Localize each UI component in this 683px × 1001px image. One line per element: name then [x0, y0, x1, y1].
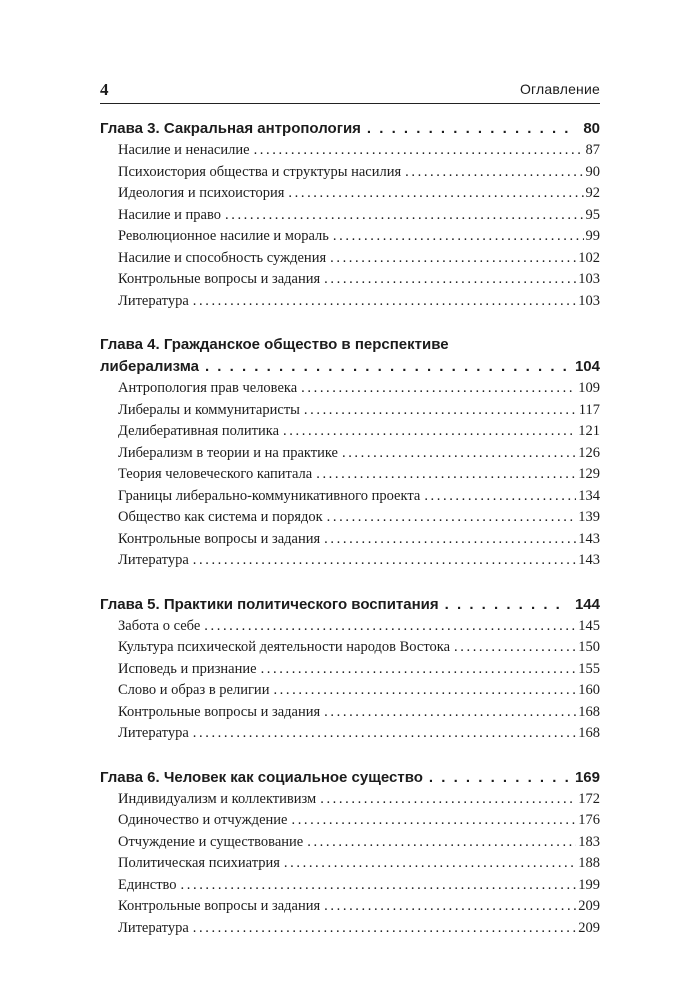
toc-chapter-entry[interactable] [100, 356, 600, 378]
dot-leader [454, 637, 576, 659]
running-title: Оглавление [519, 81, 600, 97]
section-page-number: 145 [578, 617, 600, 634]
section-title: Либерализм в теории и на практике [118, 444, 338, 461]
toc-section-entry[interactable] [100, 550, 600, 572]
chapter-page-number: 104 [574, 358, 600, 375]
section-page-number: 95 [585, 206, 600, 223]
toc-section-entry[interactable] [100, 183, 600, 205]
toc-chapter-entry[interactable] [100, 594, 600, 616]
dot-leader [367, 118, 577, 140]
section-page-number: 199 [578, 876, 600, 893]
section-page-number: 209 [578, 898, 600, 914]
toc-section-entry[interactable] [100, 659, 600, 681]
dot-leader [342, 443, 576, 465]
section-title: Литература [118, 552, 189, 568]
section-page-number: 92 [585, 185, 600, 201]
chapter-title: Глава 5. Практики политического воспитания [100, 595, 439, 613]
dot-leader [429, 767, 569, 789]
toc-chapter-entry[interactable] [100, 767, 600, 789]
section-title: Индивидуализм и коллективизм [118, 790, 317, 807]
dot-leader [445, 594, 569, 616]
toc-chapter-block [100, 767, 600, 940]
chapter-title: Глава 4. Гражданское общество в перспективе [100, 336, 449, 353]
toc-section-entry[interactable] [100, 810, 600, 832]
dot-leader [324, 896, 576, 918]
section-title: Делиберативная политика [118, 423, 280, 439]
section-page-number: 188 [578, 855, 600, 871]
section-page-number: 102 [578, 249, 600, 266]
section-title: Антропология прав человека [118, 380, 298, 396]
dot-leader [288, 183, 583, 205]
chapter-title: Глава 3. Сакральная антропология [100, 120, 361, 137]
section-title: Единство [118, 876, 177, 893]
dot-leader [324, 702, 576, 724]
dot-leader [291, 810, 576, 832]
section-page-number: 109 [578, 380, 600, 396]
toc-section-entry[interactable] [100, 464, 600, 486]
dot-leader [254, 140, 584, 162]
section-title: Теория человеческого капитала [118, 466, 313, 482]
toc-chapter-block [100, 334, 600, 572]
toc-section-entry[interactable] [100, 853, 600, 875]
dot-leader [307, 832, 576, 854]
toc-section-entry[interactable] [100, 702, 600, 724]
section-title: Идеология и психоистория [118, 185, 285, 201]
section-title: Контрольные вопросы и задания [118, 703, 321, 720]
toc-section-entry[interactable] [100, 896, 600, 918]
toc-section-entry[interactable] [100, 918, 600, 940]
page-header [100, 80, 600, 102]
dot-leader [284, 853, 576, 875]
toc-section-entry[interactable] [100, 421, 600, 443]
section-page-number: 117 [578, 401, 600, 418]
dot-leader [320, 789, 576, 811]
section-title: Отчуждение и существование [118, 833, 304, 850]
section-title: Психоистория общества и структуры насилия [118, 163, 402, 180]
toc-chapter-entry[interactable] [100, 118, 600, 140]
section-title: Границы либерально-коммуникативного проекта [118, 487, 421, 504]
section-page-number: 99 [585, 228, 600, 244]
toc-section-entry[interactable] [100, 269, 600, 291]
section-title: Контрольные вопросы и задания [118, 530, 321, 547]
section-title: Революционное насилие и мораль [118, 228, 329, 244]
section-title: Общество как система и порядок [118, 509, 323, 525]
section-page-number: 103 [578, 292, 600, 309]
section-title: Одиночество и отчуждение [118, 812, 288, 828]
section-page-number: 129 [578, 466, 600, 482]
toc-chapter-block [100, 594, 600, 745]
section-page-number: 168 [578, 703, 600, 720]
section-title: Контрольные вопросы и задания [118, 898, 321, 914]
section-title: Литература [118, 919, 189, 936]
dot-leader [273, 680, 576, 702]
toc-section-entry[interactable] [100, 162, 600, 184]
section-page-number: 150 [578, 639, 600, 655]
dot-leader [283, 421, 576, 443]
chapter-page-number: 80 [583, 120, 600, 137]
section-page-number: 121 [578, 423, 600, 439]
section-page-number: 183 [578, 833, 600, 850]
section-title: Литература [118, 725, 189, 741]
toc-section-entry[interactable] [100, 291, 600, 313]
section-title: Насилие и ненасилие [118, 142, 250, 158]
dot-leader [405, 162, 583, 184]
section-page-number: 134 [578, 487, 600, 504]
toc-section-entry[interactable] [100, 875, 600, 897]
dot-leader [193, 550, 576, 572]
toc-section-entry[interactable] [100, 226, 600, 248]
dot-leader [324, 529, 576, 551]
toc-section-entry[interactable] [100, 205, 600, 227]
toc-section-entry[interactable] [100, 140, 600, 162]
toc-chapter-entry[interactable] [100, 334, 600, 356]
chapter-title: либерализма [100, 358, 199, 375]
toc-section-entry[interactable] [100, 507, 600, 529]
section-page-number: 176 [578, 812, 600, 828]
toc-chapter-block [100, 118, 600, 312]
section-page-number: 160 [578, 682, 600, 698]
section-title: Литература [118, 292, 189, 309]
table-of-contents [100, 118, 600, 939]
dot-leader [193, 723, 576, 745]
dot-leader [204, 616, 576, 638]
dot-leader [193, 291, 576, 313]
section-page-number: 90 [585, 163, 600, 180]
section-page-number: 143 [578, 530, 600, 547]
toc-section-entry[interactable] [100, 832, 600, 854]
section-title: Исповедь и признание [118, 660, 257, 677]
section-page-number: 155 [578, 660, 600, 677]
toc-section-entry[interactable] [100, 637, 600, 659]
toc-section-entry[interactable] [100, 443, 600, 465]
chapter-title: Глава 6. Человек как социальное существо [100, 768, 423, 786]
toc-section-entry[interactable] [100, 486, 600, 508]
section-page-number: 172 [578, 790, 600, 807]
dot-leader [324, 269, 576, 291]
dot-leader [330, 248, 576, 270]
dot-leader [333, 226, 584, 248]
dot-leader [316, 464, 576, 486]
section-title: Насилие и способность суждения [118, 249, 327, 266]
section-title: Культура психической деятельности народов Востока [118, 639, 451, 655]
page-number: 4 [100, 80, 109, 99]
dot-leader [193, 918, 576, 940]
dot-leader [261, 659, 577, 681]
toc-section-entry[interactable] [100, 680, 600, 702]
dot-leader [181, 875, 577, 897]
toc-section-entry[interactable] [100, 529, 600, 551]
toc-section-entry[interactable] [100, 723, 600, 745]
dot-leader [424, 486, 576, 508]
section-page-number: 87 [585, 142, 600, 158]
section-page-number: 168 [578, 725, 600, 741]
toc-section-entry[interactable] [100, 378, 600, 400]
section-title: Забота о себе [118, 617, 201, 634]
chapter-page-number: 169 [574, 768, 600, 786]
section-title: Контрольные вопросы и задания [118, 271, 321, 287]
section-page-number: 103 [578, 271, 600, 287]
header-rule [100, 103, 600, 104]
section-title: Насилие и право [118, 206, 221, 223]
toc-section-entry[interactable] [100, 789, 600, 811]
dot-leader [327, 507, 577, 529]
chapter-page-number: 144 [574, 595, 600, 613]
toc-section-entry[interactable] [100, 248, 600, 270]
section-title: Либералы и коммунитаристы [118, 401, 300, 418]
dot-leader [205, 356, 569, 378]
section-page-number: 209 [578, 919, 600, 936]
section-page-number: 139 [578, 509, 600, 525]
dot-leader [225, 205, 584, 227]
section-title: Слово и образ в религии [118, 682, 270, 698]
section-page-number: 126 [578, 444, 600, 461]
toc-section-entry[interactable] [100, 400, 600, 422]
section-title: Политическая психиатрия [118, 855, 280, 871]
dot-leader [301, 378, 576, 400]
dot-leader [304, 400, 577, 422]
section-page-number: 143 [578, 552, 600, 568]
toc-section-entry[interactable] [100, 616, 600, 638]
